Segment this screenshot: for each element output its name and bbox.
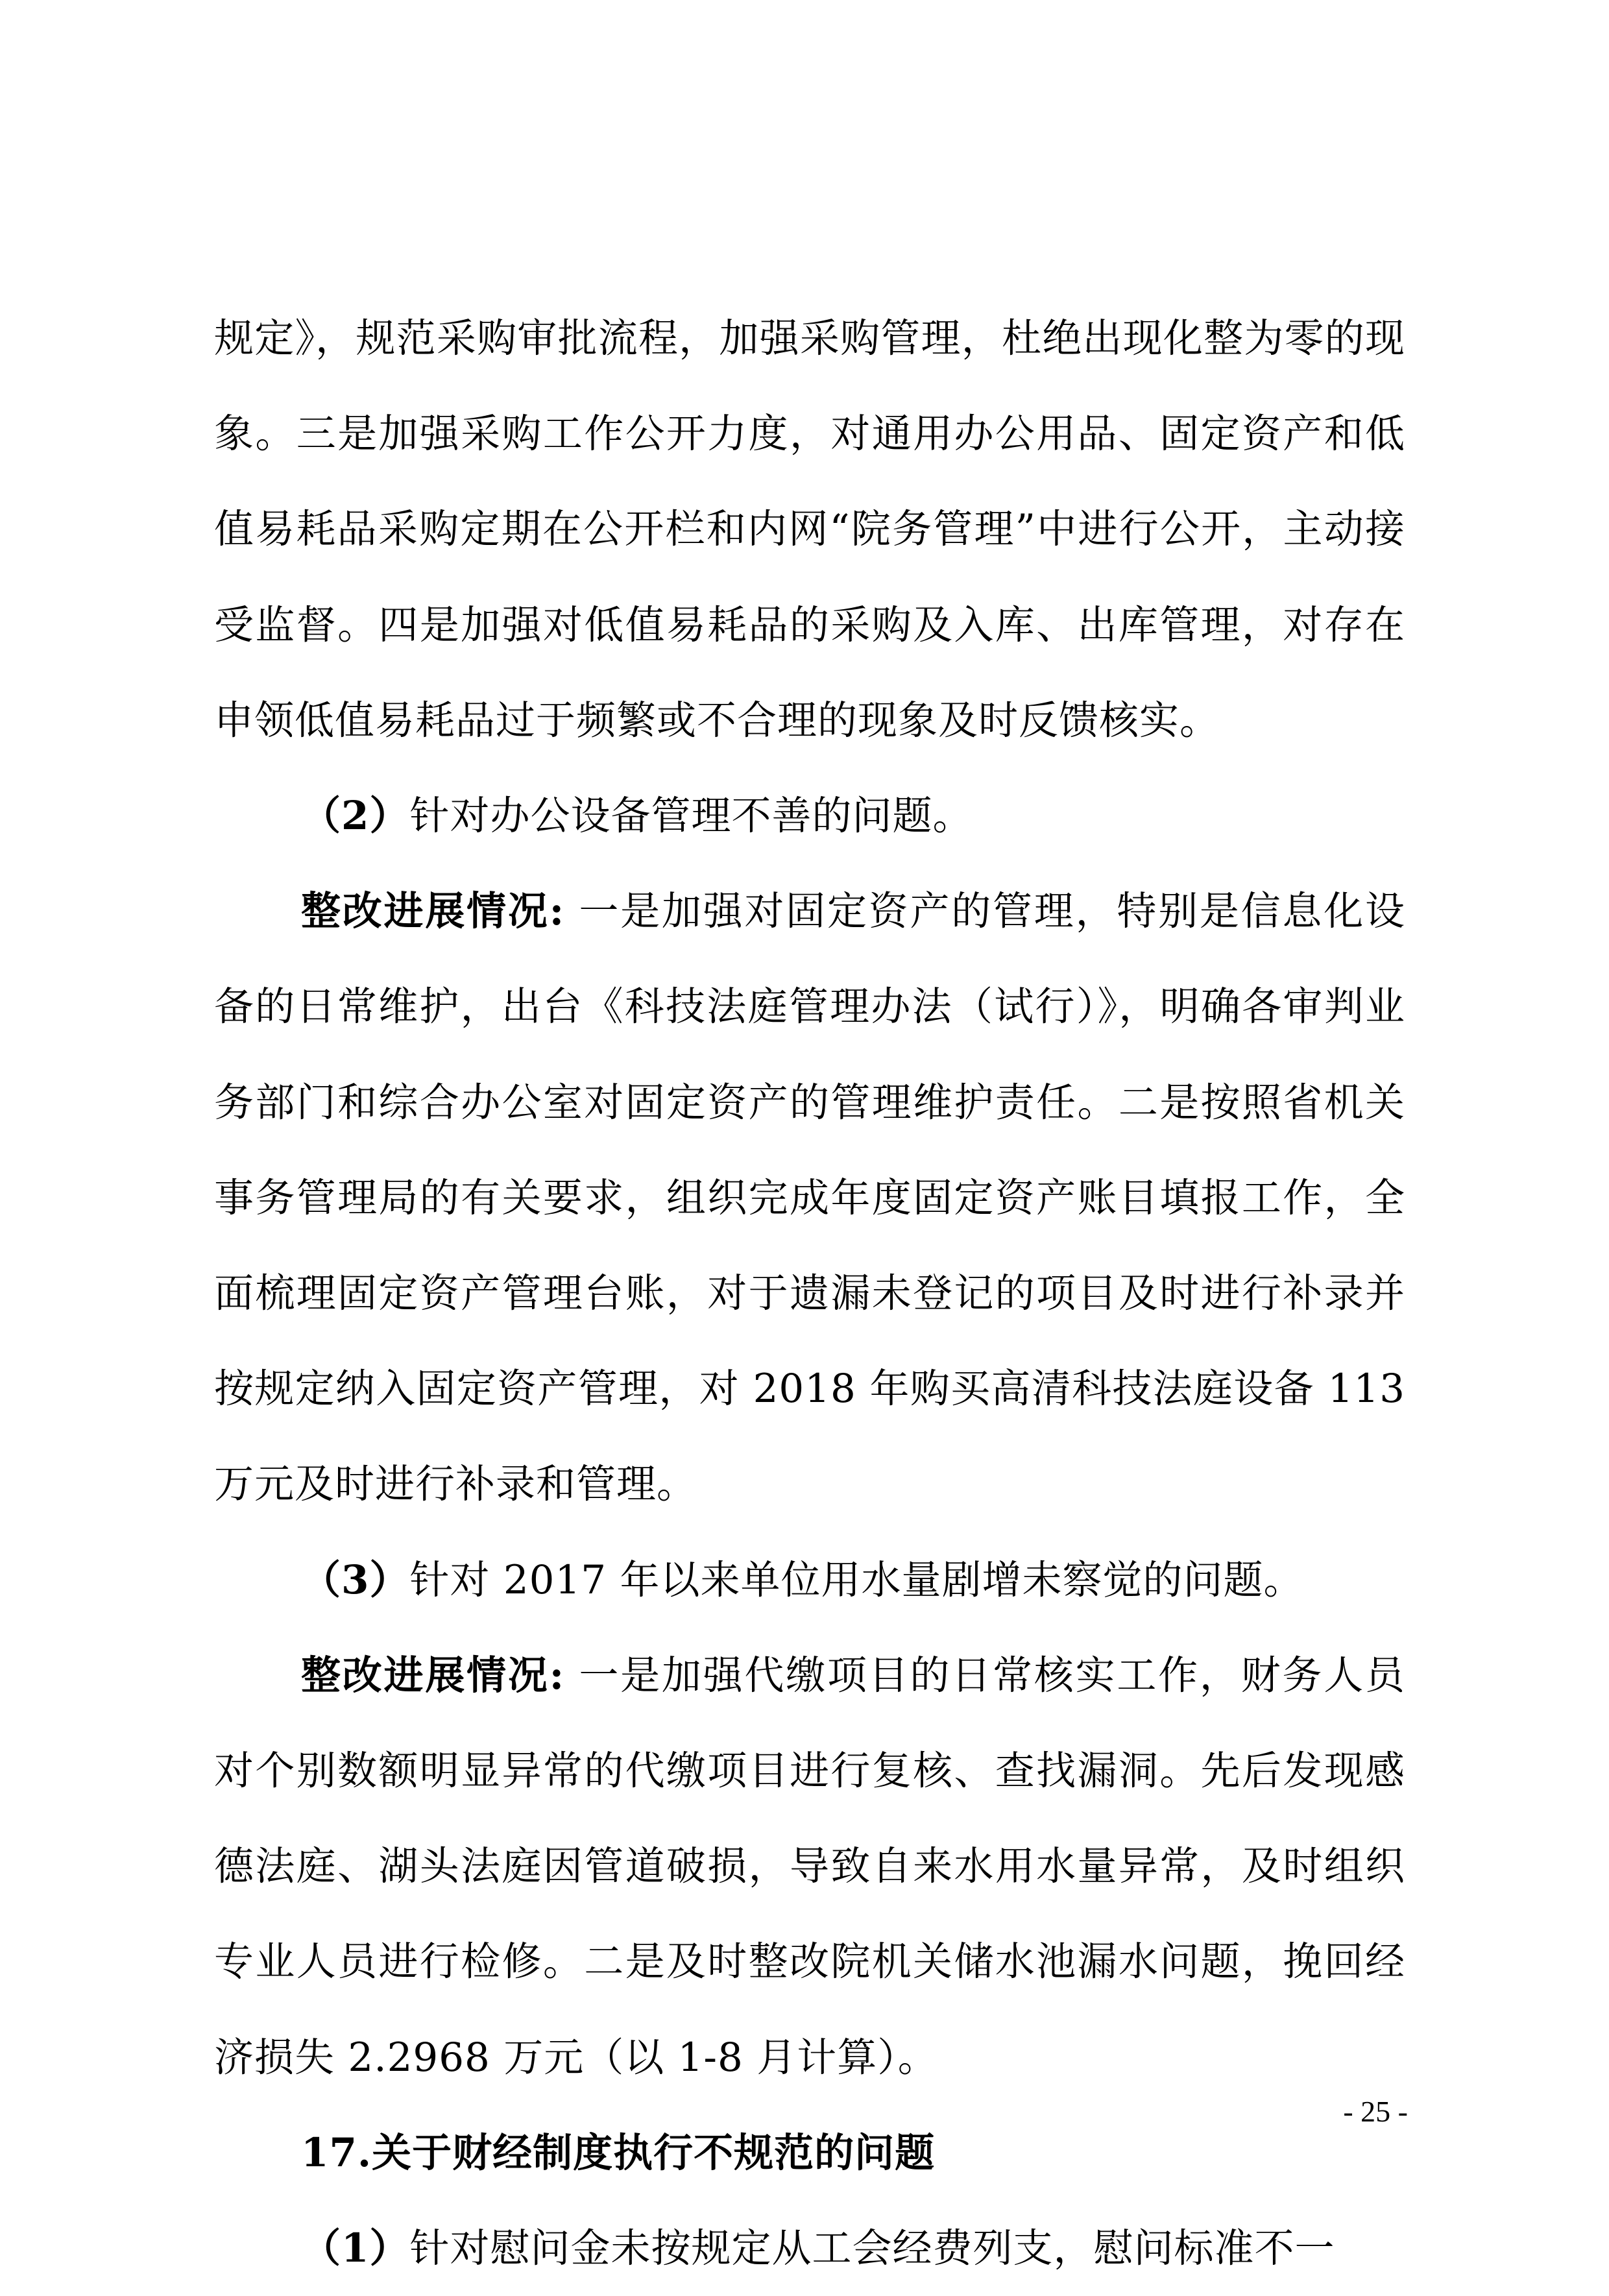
paragraph-water-progress [214, 1628, 1405, 2105]
subheading-text: 针对 2017 年以来单位用水量剧增未察觉的问题。 [409, 1556, 1304, 1603]
progress-label: 整改进展情况: [301, 888, 565, 935]
subheading-number: （3） [301, 1556, 410, 1603]
paragraph-text: 一是加强对固定资产的管理，特别是信息化设备的日常维护，出台《科技法庭管理办法（试行）》，明确各审判业务部门和综合办公室对固定资产的管理维护责任。二是按照省机关事务管理局的有关要求，组织完成年度固定资产账目填报工作，全面梳理固定资产管理台账，对于遗漏未登记的项目及时进行补录并按规定纳入固定资产管理，对 2018 年购买高清科技法庭设备 113 万元及时进行补录和管理。 [214, 888, 1405, 1508]
page-number: - 25 - [1343, 2095, 1408, 2128]
subheading-text: 针对办公设备管理不善的问题。 [409, 793, 973, 840]
paragraph-text: 规定》，规范采购审批流程，加强采购管理，杜绝出现化整为零的现象。三是加强采购工作公开力度，对通用办公用品、固定资产和低值易耗品采购定期在公开栏和内网“院务管理”中进行公开，主动接受监督。四是加强对低值易耗品的采购及入库、出库管理，对存在申领低值易耗品过于频繁或不合理的现象及时反馈核实。 [214, 315, 1405, 743]
paragraph-procurement-continued [214, 291, 1405, 768]
subheading-office-equipment [214, 768, 1405, 864]
subheading-water-usage [214, 1532, 1405, 1628]
progress-label: 整改进展情况: [301, 1652, 565, 1698]
paragraph-text: 一是加强代缴项目的日常核实工作，财务人员对个别数额明显异常的代缴项目进行复核、查找漏洞。先后发现感德法庭、湖头法庭因管道破损，导致自来水用水量异常，及时组织专业人员进行检修。二是及时整改院机关储水池漏水问题，挽回经济损失 2.2968 万元（以 1-8 月计算）。 [214, 1652, 1405, 2081]
subheading-number: （2） [301, 793, 410, 840]
subheading-number: （1） [301, 2225, 410, 2272]
subheading-condolence-funds [214, 2201, 1405, 2296]
page-body [214, 291, 1405, 2296]
paragraph-equipment-progress [214, 864, 1405, 1532]
subheading-text: 针对慰问金未按规定从工会经费列支，慰问标准不一 [409, 2225, 1335, 2272]
section-heading-17: 17.关于财经制度执行不规范的问题 [301, 2129, 936, 2176]
